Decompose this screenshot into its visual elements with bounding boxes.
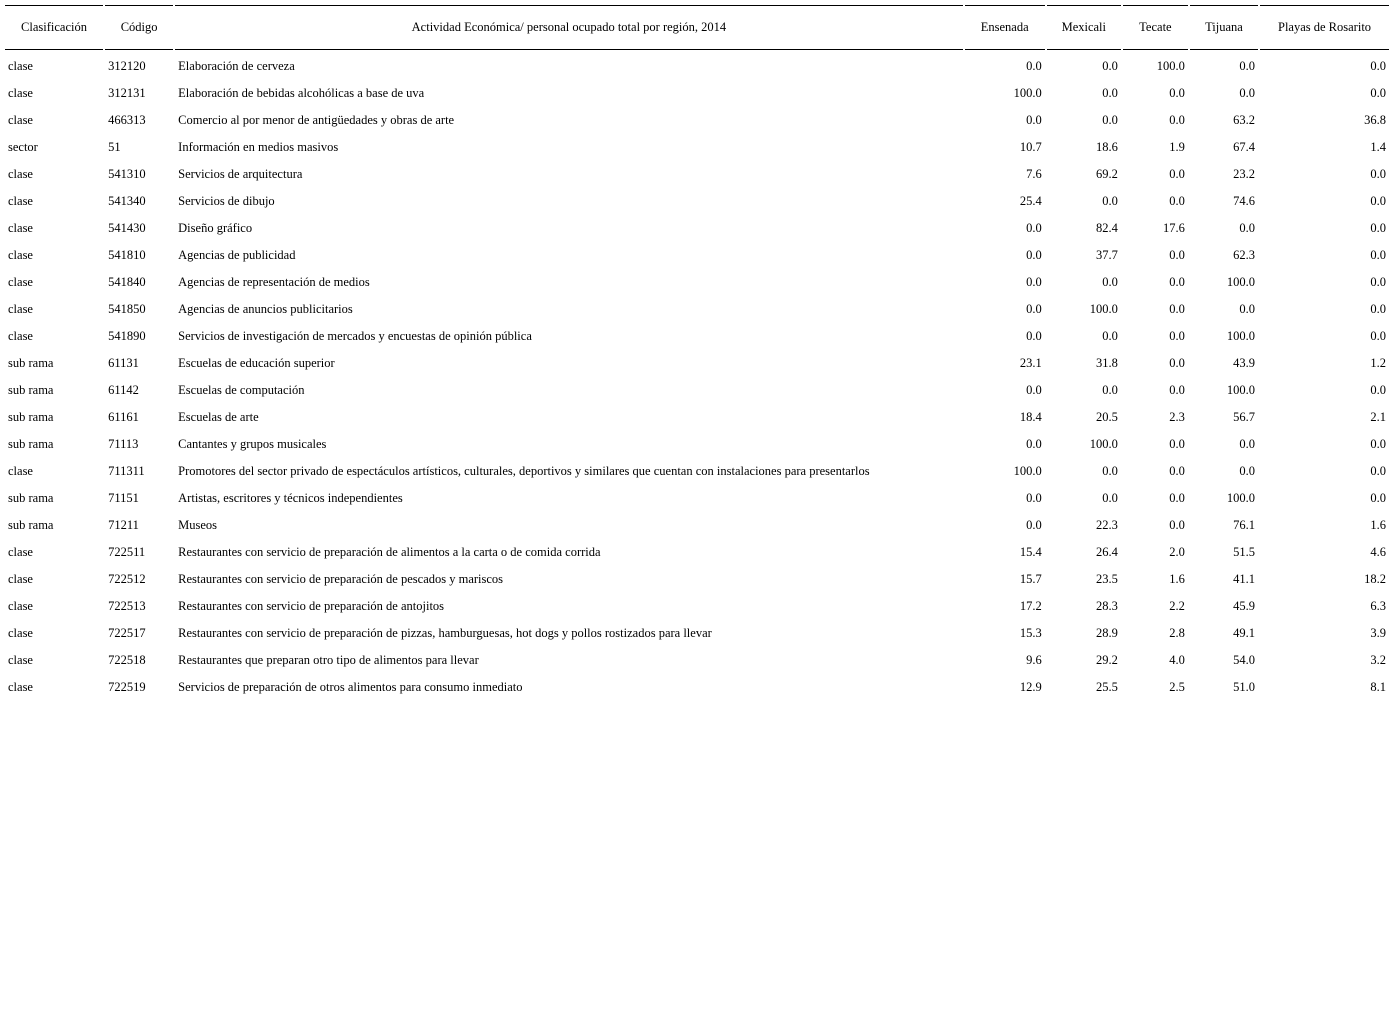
cell-ensenada: 15.3 bbox=[1019, 626, 1042, 640]
cell-playas-de-rosarito: 0.0 bbox=[1370, 167, 1386, 181]
cell-ensenada: 0.0 bbox=[1026, 113, 1042, 127]
cell-playas-de-rosarito: 0.0 bbox=[1370, 437, 1386, 451]
cell-tecate: 2.8 bbox=[1169, 626, 1185, 640]
cell-mexicali: 100.0 bbox=[1089, 437, 1118, 451]
cell-actividad: Restaurantes con servicio de preparación de antojitos bbox=[178, 599, 445, 613]
cell-tijuana: 67.4 bbox=[1233, 140, 1256, 154]
cell-mexicali: 28.3 bbox=[1096, 599, 1118, 613]
cell-tijuana: 45.9 bbox=[1233, 599, 1256, 613]
cell-ensenada: 0.0 bbox=[1026, 329, 1042, 343]
cell-ensenada: 0.0 bbox=[1026, 383, 1042, 397]
cell-actividad: Agencias de representación de medios bbox=[178, 275, 370, 289]
cell-actividad: Escuelas de computación bbox=[178, 383, 305, 397]
cell-mexicali: 0.0 bbox=[1102, 275, 1118, 289]
cell-clasificacion: clase bbox=[8, 653, 33, 667]
cell-ensenada: 0.0 bbox=[1026, 248, 1042, 262]
table-row bbox=[5, 594, 1389, 619]
cell-tecate: 0.0 bbox=[1169, 248, 1185, 262]
cell-codigo: 312120 bbox=[108, 59, 146, 73]
table-row bbox=[5, 189, 1389, 214]
cell-actividad: Servicios de arquitectura bbox=[178, 167, 303, 181]
cell-ensenada: 23.1 bbox=[1019, 356, 1042, 370]
cell-clasificacion: clase bbox=[8, 248, 33, 262]
cell-ensenada: 10.7 bbox=[1019, 140, 1042, 154]
cell-playas-de-rosarito: 0.0 bbox=[1370, 329, 1386, 343]
cell-codigo: 541430 bbox=[108, 221, 146, 235]
cell-mexicali: 18.6 bbox=[1096, 140, 1118, 154]
cell-clasificacion: clase bbox=[8, 599, 33, 613]
cell-tecate: 2.0 bbox=[1169, 545, 1185, 559]
cell-codigo: 61131 bbox=[108, 356, 139, 370]
header-playas-de-rosarito: Playas de Rosarito bbox=[1260, 5, 1389, 50]
header-codigo: Código bbox=[105, 5, 173, 50]
cell-playas-de-rosarito: 0.0 bbox=[1370, 59, 1386, 73]
cell-actividad: Agencias de anuncios publicitarios bbox=[178, 302, 353, 316]
cell-tijuana: 51.5 bbox=[1233, 545, 1256, 559]
cell-playas-de-rosarito: 0.0 bbox=[1370, 248, 1386, 262]
table-row bbox=[5, 513, 1389, 538]
cell-codigo: 722511 bbox=[108, 545, 146, 559]
cell-clasificacion: clase bbox=[8, 59, 33, 73]
header-tecate: Tecate bbox=[1123, 5, 1188, 50]
cell-ensenada: 0.0 bbox=[1026, 437, 1042, 451]
cell-ensenada: 0.0 bbox=[1026, 221, 1042, 235]
table-row bbox=[5, 675, 1389, 700]
cell-tijuana: 100.0 bbox=[1226, 383, 1256, 397]
cell-playas-de-rosarito: 0.0 bbox=[1370, 383, 1386, 397]
cell-tecate: 4.0 bbox=[1169, 653, 1185, 667]
cell-clasificacion: sector bbox=[8, 140, 38, 154]
cell-codigo: 541340 bbox=[108, 194, 146, 208]
cell-playas-de-rosarito: 4.6 bbox=[1370, 545, 1386, 559]
table-row bbox=[5, 108, 1389, 133]
cell-ensenada: 7.6 bbox=[1026, 167, 1042, 181]
table-row bbox=[5, 648, 1389, 673]
cell-ensenada: 100.0 bbox=[1013, 464, 1042, 478]
cell-ensenada: 12.9 bbox=[1019, 680, 1042, 694]
table-row bbox=[5, 270, 1389, 295]
table-row bbox=[5, 621, 1389, 646]
cell-actividad: Escuelas de educación superior bbox=[178, 356, 335, 370]
cell-ensenada: 18.4 bbox=[1019, 410, 1042, 424]
cell-tijuana: 23.2 bbox=[1233, 167, 1256, 181]
cell-actividad: Escuelas de arte bbox=[178, 410, 259, 424]
cell-playas-de-rosarito: 3.9 bbox=[1370, 626, 1386, 640]
cell-codigo: 722517 bbox=[108, 626, 146, 640]
cell-mexicali: 0.0 bbox=[1102, 194, 1118, 208]
cell-codigo: 61142 bbox=[108, 383, 139, 397]
header-clasificacion: Clasificación bbox=[5, 5, 103, 50]
cell-actividad: Comercio al por menor de antigüedades y obras de arte bbox=[178, 113, 455, 127]
cell-mexicali: 26.4 bbox=[1096, 545, 1118, 559]
cell-actividad: Servicios de dibujo bbox=[178, 194, 275, 208]
cell-tijuana: 54.0 bbox=[1233, 653, 1256, 667]
cell-tijuana: 63.2 bbox=[1233, 113, 1256, 127]
cell-tijuana: 100.0 bbox=[1226, 275, 1256, 289]
cell-tecate: 0.0 bbox=[1169, 113, 1185, 127]
cell-mexicali: 25.5 bbox=[1096, 680, 1118, 694]
cell-codigo: 541310 bbox=[108, 167, 146, 181]
cell-tijuana: 0.0 bbox=[1239, 302, 1256, 316]
cell-playas-de-rosarito: 0.0 bbox=[1370, 464, 1386, 478]
cell-tecate: 0.0 bbox=[1169, 518, 1185, 532]
cell-tecate: 100.0 bbox=[1156, 59, 1185, 73]
table-row bbox=[5, 432, 1389, 457]
cell-mexicali: 0.0 bbox=[1102, 491, 1118, 505]
cell-mexicali: 82.4 bbox=[1096, 221, 1118, 235]
cell-actividad: Restaurantes que preparan otro tipo de alimentos para llevar bbox=[178, 653, 479, 667]
cell-tijuana: 100.0 bbox=[1226, 491, 1256, 505]
cell-ensenada: 15.4 bbox=[1019, 545, 1042, 559]
header-mexicali: Mexicali bbox=[1047, 5, 1121, 50]
cell-tecate: 2.3 bbox=[1169, 410, 1185, 424]
table-row bbox=[5, 486, 1389, 511]
cell-clasificacion: clase bbox=[8, 194, 33, 208]
cell-clasificacion: clase bbox=[8, 329, 33, 343]
cell-clasificacion: sub rama bbox=[8, 491, 54, 505]
cell-actividad: Agencias de publicidad bbox=[178, 248, 296, 262]
cell-playas-de-rosarito: 0.0 bbox=[1370, 302, 1386, 316]
cell-mexicali: 100.0 bbox=[1089, 302, 1118, 316]
table-row bbox=[5, 351, 1389, 376]
cell-mexicali: 0.0 bbox=[1102, 329, 1118, 343]
cell-mexicali: 31.8 bbox=[1096, 356, 1118, 370]
cell-mexicali: 23.5 bbox=[1096, 572, 1118, 586]
cell-tecate: 0.0 bbox=[1169, 464, 1185, 478]
cell-actividad: Artistas, escritores y técnicos independientes bbox=[178, 491, 403, 505]
cell-clasificacion: clase bbox=[8, 221, 33, 235]
cell-codigo: 71151 bbox=[108, 491, 139, 505]
cell-clasificacion: clase bbox=[8, 86, 33, 100]
cell-actividad: Información en medios masivos bbox=[178, 140, 339, 154]
cell-playas-de-rosarito: 0.0 bbox=[1370, 491, 1386, 505]
cell-codigo: 541850 bbox=[108, 302, 146, 316]
cell-clasificacion: sub rama bbox=[8, 383, 54, 397]
cell-clasificacion: clase bbox=[8, 113, 33, 127]
cell-playas-de-rosarito: 8.1 bbox=[1370, 680, 1386, 694]
cell-actividad: Restaurantes con servicio de preparación de pizzas, hamburguesas, hot dogs y pollos rostizados para llevar bbox=[178, 626, 712, 640]
cell-clasificacion: clase bbox=[8, 302, 33, 316]
cell-playas-de-rosarito: 36.8 bbox=[1364, 113, 1386, 127]
cell-playas-de-rosarito: 6.3 bbox=[1370, 599, 1386, 613]
cell-tijuana: 49.1 bbox=[1233, 626, 1256, 640]
cell-playas-de-rosarito: 3.2 bbox=[1370, 653, 1386, 667]
table-row bbox=[5, 162, 1389, 187]
cell-tecate: 0.0 bbox=[1169, 437, 1185, 451]
cell-tecate: 0.0 bbox=[1169, 383, 1185, 397]
cell-tecate: 0.0 bbox=[1169, 167, 1185, 181]
cell-actividad: Servicios de preparación de otros alimentos para consumo inmediato bbox=[178, 680, 523, 694]
table-row bbox=[5, 324, 1389, 349]
table-body bbox=[5, 52, 1389, 700]
table-row bbox=[5, 297, 1389, 322]
table-row bbox=[5, 567, 1389, 592]
cell-actividad: Servicios de investigación de mercados y encuestas de opinión pública bbox=[178, 329, 532, 343]
cell-tecate: 0.0 bbox=[1169, 275, 1185, 289]
table-row bbox=[5, 243, 1389, 268]
cell-playas-de-rosarito: 1.2 bbox=[1370, 356, 1386, 370]
cell-ensenada: 15.7 bbox=[1019, 572, 1042, 586]
cell-mexicali: 22.3 bbox=[1096, 518, 1118, 532]
cell-codigo: 722518 bbox=[108, 653, 146, 667]
header-ensenada: Ensenada bbox=[965, 5, 1045, 50]
cell-mexicali: 69.2 bbox=[1096, 167, 1118, 181]
cell-codigo: 466313 bbox=[108, 113, 146, 127]
cell-playas-de-rosarito: 0.0 bbox=[1370, 275, 1386, 289]
cell-ensenada: 9.6 bbox=[1026, 653, 1042, 667]
cell-playas-de-rosarito: 2.1 bbox=[1370, 410, 1386, 424]
cell-tecate: 0.0 bbox=[1169, 356, 1185, 370]
cell-playas-de-rosarito: 18.2 bbox=[1364, 572, 1386, 586]
header-tijuana: Tijuana bbox=[1190, 5, 1258, 50]
table-row bbox=[5, 459, 1389, 484]
cell-mexicali: 37.7 bbox=[1096, 248, 1118, 262]
cell-tecate: 0.0 bbox=[1169, 86, 1185, 100]
data-table bbox=[3, 3, 1391, 702]
cell-clasificacion: clase bbox=[8, 626, 33, 640]
cell-clasificacion: clase bbox=[8, 545, 33, 559]
cell-tijuana: 51.0 bbox=[1233, 680, 1256, 694]
cell-ensenada: 0.0 bbox=[1026, 275, 1042, 289]
cell-tecate: 0.0 bbox=[1169, 491, 1185, 505]
cell-tijuana: 0.0 bbox=[1239, 59, 1256, 73]
cell-playas-de-rosarito: 1.4 bbox=[1370, 140, 1386, 154]
cell-clasificacion: sub rama bbox=[8, 437, 54, 451]
cell-tecate: 0.0 bbox=[1169, 329, 1185, 343]
table-row bbox=[5, 52, 1389, 79]
cell-actividad: Elaboración de cerveza bbox=[178, 59, 295, 73]
cell-tecate: 0.0 bbox=[1169, 194, 1185, 208]
cell-clasificacion: clase bbox=[8, 572, 33, 586]
cell-tijuana: 0.0 bbox=[1239, 86, 1256, 100]
cell-ensenada: 0.0 bbox=[1026, 491, 1042, 505]
cell-ensenada: 0.0 bbox=[1026, 59, 1042, 73]
cell-actividad: Cantantes y grupos musicales bbox=[178, 437, 327, 451]
cell-tecate: 1.6 bbox=[1169, 572, 1185, 586]
cell-clasificacion: clase bbox=[8, 464, 33, 478]
cell-tijuana: 62.3 bbox=[1233, 248, 1256, 262]
table-row bbox=[5, 540, 1389, 565]
cell-ensenada: 100.0 bbox=[1013, 86, 1042, 100]
cell-clasificacion: sub rama bbox=[8, 356, 54, 370]
cell-mexicali: 28.9 bbox=[1096, 626, 1118, 640]
table-row bbox=[5, 378, 1389, 403]
cell-codigo: 61161 bbox=[108, 410, 139, 424]
cell-ensenada: 0.0 bbox=[1026, 518, 1042, 532]
cell-codigo: 312131 bbox=[108, 86, 146, 100]
cell-tijuana: 0.0 bbox=[1239, 221, 1256, 235]
cell-tijuana: 41.1 bbox=[1233, 572, 1256, 586]
cell-actividad: Restaurantes con servicio de preparación de alimentos a la carta o de comida corrida bbox=[178, 545, 601, 559]
cell-codigo: 71211 bbox=[108, 518, 139, 532]
cell-tecate: 2.5 bbox=[1169, 680, 1185, 694]
cell-codigo: 722519 bbox=[108, 680, 146, 694]
cell-ensenada: 25.4 bbox=[1019, 194, 1042, 208]
table-header bbox=[5, 5, 1389, 50]
cell-playas-de-rosarito: 1.6 bbox=[1370, 518, 1386, 532]
cell-clasificacion: clase bbox=[8, 275, 33, 289]
cell-ensenada: 0.0 bbox=[1026, 302, 1042, 316]
cell-tijuana: 0.0 bbox=[1239, 464, 1256, 478]
cell-tijuana: 74.6 bbox=[1233, 194, 1256, 208]
cell-mexicali: 0.0 bbox=[1102, 113, 1118, 127]
cell-clasificacion: clase bbox=[8, 167, 33, 181]
cell-mexicali: 0.0 bbox=[1102, 383, 1118, 397]
cell-tijuana: 0.0 bbox=[1239, 437, 1256, 451]
cell-ensenada: 17.2 bbox=[1019, 599, 1042, 613]
cell-codigo: 541810 bbox=[108, 248, 146, 262]
cell-mexicali: 29.2 bbox=[1096, 653, 1118, 667]
cell-codigo: 71113 bbox=[108, 437, 139, 451]
cell-mexicali: 0.0 bbox=[1102, 86, 1118, 100]
cell-codigo: 541890 bbox=[108, 329, 146, 343]
cell-tijuana: 76.1 bbox=[1233, 518, 1256, 532]
cell-codigo: 722513 bbox=[108, 599, 146, 613]
cell-tecate: 0.0 bbox=[1169, 302, 1185, 316]
cell-clasificacion: sub rama bbox=[8, 410, 54, 424]
cell-codigo: 711311 bbox=[108, 464, 145, 478]
cell-tijuana: 100.0 bbox=[1226, 329, 1256, 343]
cell-actividad: Restaurantes con servicio de preparación de pescados y mariscos bbox=[178, 572, 504, 586]
cell-mexicali: 0.0 bbox=[1102, 464, 1118, 478]
table-row bbox=[5, 405, 1389, 430]
cell-tijuana: 43.9 bbox=[1233, 356, 1256, 370]
cell-clasificacion: sub rama bbox=[8, 518, 54, 532]
cell-playas-de-rosarito: 0.0 bbox=[1370, 86, 1386, 100]
cell-codigo: 541840 bbox=[108, 275, 146, 289]
cell-actividad: Museos bbox=[178, 518, 218, 532]
cell-mexicali: 20.5 bbox=[1096, 410, 1118, 424]
table-row bbox=[5, 216, 1389, 241]
cell-tijuana: 56.7 bbox=[1233, 410, 1256, 424]
table-row bbox=[5, 135, 1389, 160]
cell-mexicali: 0.0 bbox=[1102, 59, 1118, 73]
cell-codigo: 722512 bbox=[108, 572, 146, 586]
header-row bbox=[5, 5, 1389, 50]
header-actividad: Actividad Económica/ personal ocupado total por región, 2014 bbox=[175, 5, 963, 50]
cell-tecate: 2.2 bbox=[1169, 599, 1185, 613]
cell-actividad: Diseño gráfico bbox=[178, 221, 253, 235]
cell-playas-de-rosarito: 0.0 bbox=[1370, 221, 1386, 235]
cell-playas-de-rosarito: 0.0 bbox=[1370, 194, 1386, 208]
cell-tecate: 17.6 bbox=[1163, 221, 1185, 235]
table-row bbox=[5, 81, 1389, 106]
cell-actividad: Elaboración de bebidas alcohólicas a base de uva bbox=[178, 86, 425, 100]
cell-actividad: Promotores del sector privado de espectáculos artísticos, culturales, deportivos y similares que cuentan con instalaciones para presentarlos bbox=[178, 464, 870, 478]
cell-clasificacion: clase bbox=[8, 680, 33, 694]
cell-tecate: 1.9 bbox=[1169, 140, 1185, 154]
cell-codigo: 51 bbox=[108, 140, 121, 154]
